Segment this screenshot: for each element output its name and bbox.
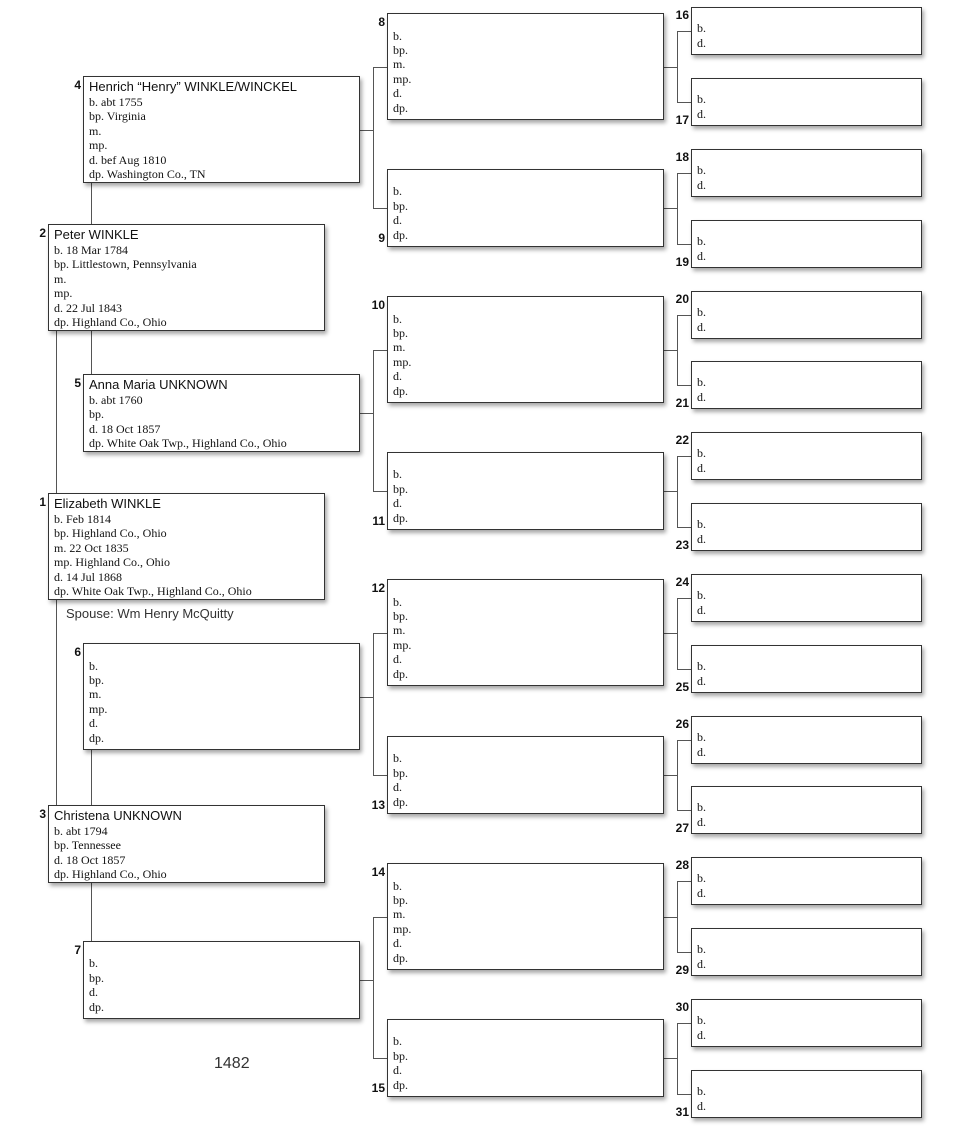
person-fact: mp. Highland Co., Ohio (54, 555, 170, 570)
person-fact: dp. (393, 1077, 408, 1092)
person-number-26: 26 (675, 717, 689, 731)
chart-footer-number: 1482 (214, 1055, 250, 1072)
person-facts (697, 588, 706, 617)
connector-6-mother (373, 775, 387, 776)
person-fact: d. (89, 985, 98, 1000)
person-number-3: 3 (39, 807, 46, 821)
person-fact: d. (697, 248, 706, 263)
person-name: Christena UNKNOWN (54, 808, 182, 823)
person-fact: b. (393, 184, 402, 199)
person-fact: m. (89, 687, 102, 702)
person-fact: bp. Highland Co., Ohio (54, 526, 167, 541)
person-fact: d. (697, 177, 706, 192)
person-number-28: 28 (675, 858, 689, 872)
connector-5-horizontal (360, 413, 374, 414)
connector-6-horizontal (360, 697, 374, 698)
connector-11-mother (677, 527, 691, 528)
person-fact: b. 18 Mar 1784 (54, 243, 128, 257)
person-fact: b. (393, 28, 402, 43)
person-fact: d. (697, 35, 706, 50)
person-fact: d. (393, 780, 402, 795)
person-name: Henrich “Henry” WINKLE/WINCKEL (89, 79, 298, 94)
person-fact: d. (697, 1098, 706, 1113)
person-fact: d. bef Aug 1810 (89, 152, 167, 167)
person-box-2 (48, 224, 325, 331)
person-facts (54, 243, 319, 329)
person-number-8: 8 (378, 15, 385, 29)
person-box-1 (48, 493, 325, 600)
person-fact: b. (697, 21, 706, 36)
person-fact: d. 18 Oct 1857 (54, 852, 126, 867)
person-fact: dp. (393, 950, 408, 965)
person-fact: d. (697, 744, 706, 759)
person-fact: m. (393, 57, 406, 72)
person-facts (697, 871, 706, 900)
person-number-2: 2 (39, 226, 46, 240)
person-fact: mp. (89, 138, 108, 153)
person-number-21: 21 (675, 396, 689, 410)
person-facts (697, 305, 706, 334)
person-box-3 (48, 805, 325, 883)
person-facts (697, 446, 706, 475)
person-box-10 (387, 296, 664, 403)
person-fact: d. (697, 673, 706, 688)
connector-4-mother (373, 208, 387, 209)
connector-15-mother (677, 1094, 691, 1095)
person-fact: b. (393, 751, 402, 766)
person-facts (697, 517, 706, 546)
person-fact: dp. (89, 999, 104, 1014)
connector-4-father (373, 67, 387, 68)
person-fact: d. 18 Oct 1857 (89, 421, 161, 436)
person-fact: b. (697, 800, 706, 815)
person-fact: d. (697, 956, 706, 971)
person-facts (697, 1084, 706, 1113)
person-box-4 (83, 76, 360, 183)
person-facts (697, 1013, 706, 1042)
person-box-24 (691, 574, 922, 622)
person-number-23: 23 (675, 538, 689, 552)
connector-7-father (373, 917, 387, 918)
person-facts (393, 751, 408, 809)
person-box-17 (691, 78, 922, 126)
person-facts (393, 29, 411, 115)
person-fact: bp. (393, 42, 408, 57)
person-fact: b. (697, 305, 706, 320)
person-fact: m. (393, 623, 406, 638)
person-fact: m. 22 Oct 1835 (54, 540, 129, 555)
connector-14-horizontal (664, 917, 677, 918)
person-fact: bp. (393, 481, 408, 496)
person-fact: b. (393, 1034, 402, 1049)
person-fact: b. (697, 92, 706, 107)
person-fact: b. (697, 1084, 706, 1099)
person-fact: b. (393, 594, 402, 609)
person-fact: d. (393, 652, 402, 667)
person-fact: b. (697, 659, 706, 674)
person-fact: b. (697, 730, 706, 745)
person-box-23 (691, 503, 922, 551)
person-fact: b. (697, 446, 706, 461)
person-box-21 (691, 361, 922, 409)
person-fact: dp. (393, 666, 408, 681)
connector-11-father (677, 456, 691, 457)
person-facts (89, 393, 354, 451)
person-facts (54, 512, 319, 598)
connector-3-7 (91, 883, 92, 941)
person-fact: dp. (393, 227, 408, 242)
person-number-31: 31 (675, 1105, 689, 1119)
connector-5-mother (373, 491, 387, 492)
person-fact: b. (697, 1013, 706, 1028)
person-fact: dp. (393, 510, 408, 525)
person-facts (393, 184, 408, 242)
person-fact: dp. (393, 794, 408, 809)
person-box-26 (691, 716, 922, 764)
person-fact: bp. (393, 765, 408, 780)
person-facts (393, 1034, 408, 1092)
person-fact: b. (393, 311, 402, 326)
person-facts (393, 879, 411, 965)
person-fact: d. (697, 319, 706, 334)
person-fact: bp. Littlestown, Pennsylvania (54, 257, 197, 272)
connector-4-2 (91, 183, 92, 224)
person-number-12: 12 (371, 581, 385, 595)
person-number-1: 1 (39, 495, 46, 509)
person-facts (697, 163, 706, 192)
person-facts (697, 659, 706, 688)
person-fact: mp. (393, 637, 412, 652)
person-fact: b. (697, 942, 706, 957)
person-fact: dp. Highland Co., Ohio (54, 867, 167, 882)
person-number-4: 4 (74, 78, 81, 92)
connector-5-parents-vertical (373, 350, 374, 491)
person-facts (697, 730, 706, 759)
person-box-14 (387, 863, 664, 970)
person-box-29 (691, 928, 922, 976)
connector-14-father (677, 881, 691, 882)
person-fact: d. (697, 814, 706, 829)
person-fact: b. (393, 878, 402, 893)
person-facts (697, 21, 706, 50)
connector-14-parents-vertical (677, 881, 678, 952)
person-fact: d. (697, 106, 706, 121)
person-fact: d. (697, 1027, 706, 1042)
person-facts (393, 467, 408, 525)
person-fact: bp. (89, 970, 104, 985)
connector-15-parents-vertical (677, 1023, 678, 1094)
person-fact: m. (54, 271, 67, 286)
person-facts (697, 375, 706, 404)
connector-10-horizontal (664, 350, 677, 351)
person-fact: bp. Tennessee (54, 838, 121, 853)
connector-12-parents-vertical (677, 598, 678, 669)
person-number-14: 14 (371, 865, 385, 879)
connector-10-father (677, 315, 691, 316)
person-fact: dp. (89, 730, 104, 745)
person-fact: d. (393, 86, 402, 101)
person-fact: mp. (54, 286, 73, 301)
connector-12-horizontal (664, 633, 677, 634)
person-fact: d. (697, 602, 706, 617)
person-box-19 (691, 220, 922, 268)
connector-11-parents-vertical (677, 456, 678, 527)
person-fact: mp. (393, 71, 412, 86)
person-box-8 (387, 13, 664, 120)
person-number-18: 18 (675, 150, 689, 164)
person-number-6: 6 (74, 645, 81, 659)
person-box-5 (83, 374, 360, 452)
person-fact: b. abt 1794 (54, 824, 108, 838)
person-number-10: 10 (371, 298, 385, 312)
person-name: Elizabeth WINKLE (54, 496, 161, 511)
person-fact: mp. (89, 701, 108, 716)
connector-2-5 (91, 331, 92, 374)
person-fact: b. (89, 658, 98, 673)
person-fact: d. (697, 460, 706, 475)
person-fact: dp. Highland Co., Ohio (54, 315, 167, 330)
person-box-7 (83, 941, 360, 1019)
person-box-18 (691, 149, 922, 197)
person-number-22: 22 (675, 433, 689, 447)
person-box-30 (691, 999, 922, 1047)
connector-4-parents-vertical (373, 67, 374, 208)
person-fact: b. abt 1755 (89, 95, 143, 109)
person-number-9: 9 (378, 231, 385, 245)
person-box-13 (387, 736, 664, 814)
connector-6-3 (91, 750, 92, 805)
connector-8-mother (677, 102, 691, 103)
person-number-20: 20 (675, 292, 689, 306)
person-number-30: 30 (675, 1000, 689, 1014)
connector-12-father (677, 598, 691, 599)
person-fact: bp. (393, 325, 408, 340)
connector-13-parents-vertical (677, 740, 678, 810)
person-box-20 (691, 291, 922, 339)
connector-10-parents-vertical (677, 315, 678, 385)
person-number-11: 11 (372, 514, 385, 528)
person-box-9 (387, 169, 664, 247)
person-box-11 (387, 452, 664, 530)
person-fact: d. 14 Jul 1868 (54, 569, 123, 584)
person-number-25: 25 (675, 680, 689, 694)
person-number-13: 13 (371, 798, 385, 812)
connector-12-mother (677, 669, 691, 670)
spouse-label: Spouse: Wm Henry McQuitty (66, 606, 234, 621)
person-box-6 (83, 643, 360, 750)
person-facts (697, 234, 706, 263)
connector-7-mother (373, 1058, 387, 1059)
person-fact: b. (697, 375, 706, 390)
person-fact: d. (393, 936, 402, 951)
connector-6-father (373, 633, 387, 634)
person-facts (89, 659, 107, 745)
person-number-7: 7 (74, 943, 81, 957)
person-fact: b. (89, 956, 98, 971)
person-number-15: 15 (371, 1081, 385, 1095)
connector-13-horizontal (664, 775, 677, 776)
person-fact: dp. (393, 383, 408, 398)
person-fact: m. (89, 123, 102, 138)
connector-8-father (677, 31, 691, 32)
person-name: Anna Maria UNKNOWN (89, 377, 228, 392)
person-number-16: 16 (675, 8, 689, 22)
person-fact: d. (393, 1063, 402, 1078)
person-fact: m. (393, 340, 406, 355)
person-fact: b. (697, 234, 706, 249)
person-fact: dp. Washington Co., TN (89, 167, 206, 182)
person-box-15 (387, 1019, 664, 1097)
person-box-25 (691, 645, 922, 693)
person-facts (697, 800, 706, 829)
person-fact: d. (697, 531, 706, 546)
person-name: Peter WINKLE (54, 227, 139, 242)
connector-13-father (677, 740, 691, 741)
person-fact: m. (393, 907, 406, 922)
person-fact: b. (697, 871, 706, 886)
person-number-17: 17 (675, 113, 689, 127)
person-facts (393, 312, 411, 398)
person-fact: d. (393, 496, 402, 511)
person-fact: d. 22 Jul 1843 (54, 300, 123, 315)
person-fact: dp. White Oak Twp., Highland Co., Ohio (89, 436, 287, 451)
person-facts (697, 942, 706, 971)
person-fact: b. (697, 517, 706, 532)
person-fact: d. (697, 389, 706, 404)
connector-7-parents-vertical (373, 917, 374, 1058)
connector-8-horizontal (664, 67, 677, 68)
person-fact: dp. White Oak Twp., Highland Co., Ohio (54, 584, 252, 599)
person-fact: mp. (393, 354, 412, 369)
connector-10-mother (677, 385, 691, 386)
person-fact: d. (89, 716, 98, 731)
person-number-29: 29 (675, 963, 689, 977)
person-fact: b. Feb 1814 (54, 512, 111, 526)
person-fact: b. (393, 467, 402, 482)
person-fact: bp. Virginia (89, 109, 146, 124)
person-fact: d. (697, 885, 706, 900)
person-fact: mp. (393, 921, 412, 936)
connector-15-horizontal (664, 1058, 677, 1059)
person-fact: d. (393, 213, 402, 228)
person-fact: b. abt 1760 (89, 393, 143, 407)
connector-14-mother (677, 952, 691, 953)
person-number-5: 5 (74, 376, 81, 390)
person-fact: bp. (89, 407, 104, 422)
connector-9-horizontal (664, 208, 677, 209)
connector-9-mother (677, 244, 691, 245)
person-box-31 (691, 1070, 922, 1118)
person-fact: bp. (89, 672, 104, 687)
person-facts (697, 92, 706, 121)
person-box-22 (691, 432, 922, 480)
person-fact: d. (393, 369, 402, 384)
connector-15-father (677, 1023, 691, 1024)
connector-6-parents-vertical (373, 633, 374, 775)
connector-11-horizontal (664, 491, 677, 492)
person-box-28 (691, 857, 922, 905)
person-number-19: 19 (675, 255, 689, 269)
person-box-16 (691, 7, 922, 55)
person-facts (393, 595, 411, 681)
person-fact: bp. (393, 608, 408, 623)
person-fact: bp. (393, 198, 408, 213)
connector-9-parents-vertical (677, 173, 678, 244)
person-box-27 (691, 786, 922, 834)
connector-4-horizontal (360, 130, 374, 131)
person-fact: dp. (393, 100, 408, 115)
connector-8-parents-vertical (677, 31, 678, 102)
person-fact: bp. (393, 892, 408, 907)
person-number-27: 27 (675, 821, 689, 835)
person-fact: b. (697, 163, 706, 178)
person-number-24: 24 (675, 575, 689, 589)
person-fact: b. (697, 588, 706, 603)
connector-5-father (373, 350, 387, 351)
person-fact: bp. (393, 1048, 408, 1063)
person-facts (89, 956, 104, 1014)
person-box-12 (387, 579, 664, 686)
connector-7-horizontal (360, 980, 374, 981)
connector-13-mother (677, 810, 691, 811)
person-facts (54, 824, 319, 882)
connector-9-father (677, 173, 691, 174)
person-facts (89, 95, 354, 181)
